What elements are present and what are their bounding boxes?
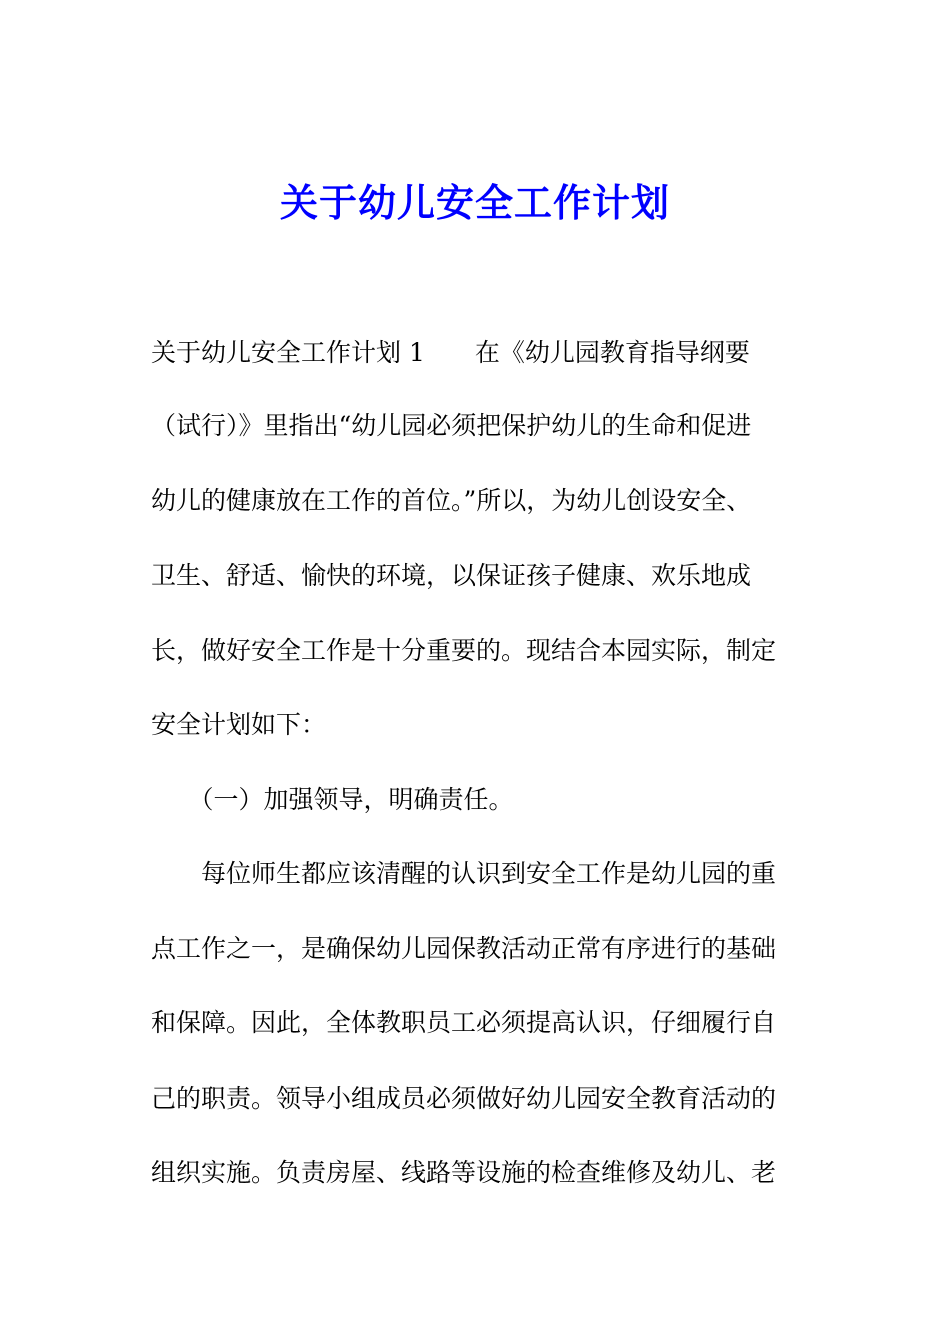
body-line: 组织实施。负责房屋、线路等设施的检查维修及幼儿、老 bbox=[151, 1158, 777, 1187]
body-line: 卫生、舒适、愉快的环境，以保证孩子健康、欢乐地成 bbox=[151, 561, 752, 590]
body-line: 长，做好安全工作是十分重要的。现结合本园实际，制定 bbox=[151, 636, 777, 665]
section-heading: （一）加强领导，明确责任。 bbox=[151, 785, 514, 814]
body-line: 和保障。因此，全体教职员工必须提高认识，仔细履行自 bbox=[151, 1008, 777, 1037]
body-line: 己的职责。领导小组成员必须做好幼儿园安全教育活动的 bbox=[151, 1084, 777, 1113]
body-line: 每位师生都应该清醒的认识到安全工作是幼儿园的重 bbox=[151, 859, 777, 888]
document-title: 关于幼儿安全工作计划 bbox=[279, 180, 670, 225]
body-line: 点工作之一，是确保幼儿园保教活动正常有序进行的基础 bbox=[151, 934, 777, 963]
body-line: （试行）》里指出“幼儿园必须把保护幼儿的生命和促进 bbox=[151, 411, 752, 440]
body-line: 关于幼儿安全工作计划 1 在《幼儿园教育指导纲要 bbox=[151, 338, 750, 367]
body-line: 安全计划如下： bbox=[151, 710, 327, 739]
body-line: 幼儿的健康放在工作的首位。”所以，为幼儿创设安全、 bbox=[151, 486, 752, 515]
